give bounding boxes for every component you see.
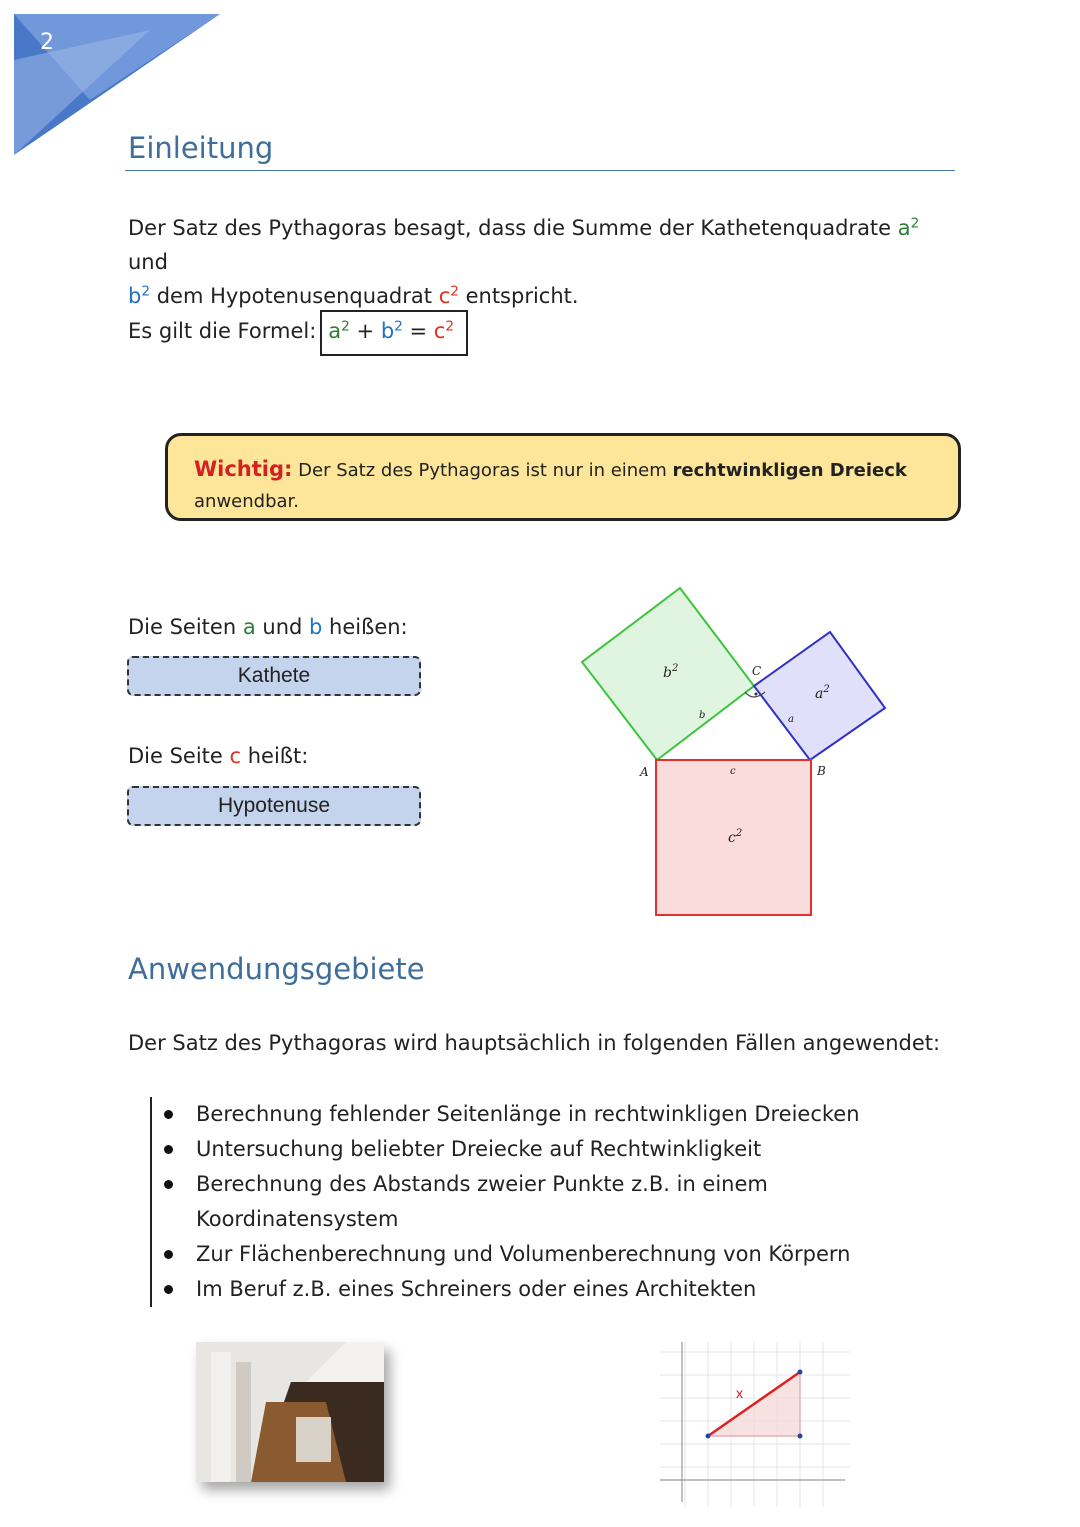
pythagoras-diagram — [570, 580, 900, 925]
list-item-text: Berechnung des Abstands zweier Punkte z.B. in einem Koordinatensystem — [196, 1172, 768, 1231]
label-a-squared: $a^2$ — [815, 684, 830, 702]
formula-equals: = — [402, 319, 434, 343]
list-item-text: Untersuchung beliebter Dreiecke auf Rechtwinkligkeit — [196, 1137, 762, 1161]
answer-hypotenuse: Hypotenuse — [127, 786, 421, 826]
intro-und: und — [128, 250, 168, 274]
text: Die Seiten — [128, 615, 243, 639]
intro-text-1: Der Satz des Pythagoras besagt, dass die Summe der Kathetenquadrate — [128, 216, 898, 240]
formula-box — [320, 310, 468, 356]
sides-c-question — [128, 739, 308, 773]
graph-x-label: x — [736, 1385, 743, 1401]
page-number: 2 — [40, 30, 54, 55]
callout-label: Wichtig: — [194, 457, 293, 481]
var-c: c — [438, 284, 451, 308]
applications-intro: Der Satz des Pythagoras wird hauptsächlich in folgenden Fällen angewendet: — [128, 1031, 941, 1055]
text: und — [255, 615, 310, 639]
formula-line — [128, 310, 468, 356]
formula-b: b — [380, 319, 395, 343]
exp: 2 — [394, 318, 403, 335]
var-a: a — [242, 615, 256, 639]
var-b: b — [128, 284, 142, 308]
formula-label: Es gilt die Formel: — [128, 319, 317, 343]
heading-rule — [125, 170, 955, 171]
vertex-A: A — [640, 765, 649, 779]
exp: 2 — [341, 318, 350, 335]
callout-bold: rechtwinkligen Dreieck — [672, 460, 907, 481]
important-callout — [165, 433, 961, 521]
bullet-icon — [164, 1110, 173, 1119]
formula-c: c — [433, 319, 446, 343]
side-label-c: c — [730, 766, 736, 777]
formula-plus: + — [349, 319, 381, 343]
intro-text-3: entspricht. — [458, 284, 579, 308]
bullet-icon — [164, 1180, 173, 1189]
intro-paragraph — [128, 211, 958, 313]
callout-text: Der Satz des Pythagoras ist nur in einem — [292, 460, 673, 481]
side-label-b: b — [699, 710, 706, 721]
callout-text-end: anwendbar. — [194, 491, 299, 512]
list-item-text: Im Beruf z.B. eines Schreiners oder eines Architekten — [196, 1277, 757, 1301]
vertex-C: C — [752, 664, 762, 678]
vertex-B: B — [817, 764, 826, 778]
label-b-squared: $b^2$ — [663, 663, 679, 681]
var-c: c — [229, 744, 242, 768]
list-item — [152, 1097, 952, 1132]
list-item — [152, 1167, 816, 1237]
answer-kathete: Kathete — [127, 656, 421, 696]
section-heading-einleitung: Einleitung — [128, 131, 274, 165]
text: Die Seite — [128, 744, 230, 768]
list-item — [152, 1237, 952, 1272]
exp: 2 — [445, 318, 455, 335]
attic-room-photo — [196, 1342, 384, 1482]
exp: 2 — [910, 215, 920, 232]
text: heißen: — [322, 615, 408, 639]
bullet-icon — [164, 1145, 173, 1154]
list-item — [152, 1132, 952, 1167]
sides-ab-question — [128, 610, 408, 644]
side-label-a: a — [788, 714, 794, 725]
formula-a: a — [328, 319, 342, 343]
bullet-icon — [164, 1285, 173, 1294]
list-item — [152, 1272, 952, 1307]
list-item-text: Zur Flächenberechnung und Volumenberechnung von Körpern — [196, 1242, 851, 1266]
text: heißt: — [241, 744, 309, 768]
bullet-icon — [164, 1250, 173, 1259]
intro-text-2: dem Hypotenusenquadrat — [150, 284, 439, 308]
exp: 2 — [141, 283, 151, 300]
exp: 2 — [450, 283, 459, 300]
label-c-squared: $c^2$ — [728, 828, 743, 846]
right-angle-dot — [755, 693, 758, 696]
section-heading-anwendungsgebiete: Anwendungsgebiete — [128, 952, 425, 986]
var-b: b — [309, 615, 323, 639]
var-a: a — [897, 216, 911, 240]
coordinate-graph — [660, 1342, 850, 1507]
list-item-text: Berechnung fehlender Seitenlänge in rechtwinkligen Dreiecken — [196, 1102, 860, 1126]
applications-list — [150, 1097, 952, 1307]
